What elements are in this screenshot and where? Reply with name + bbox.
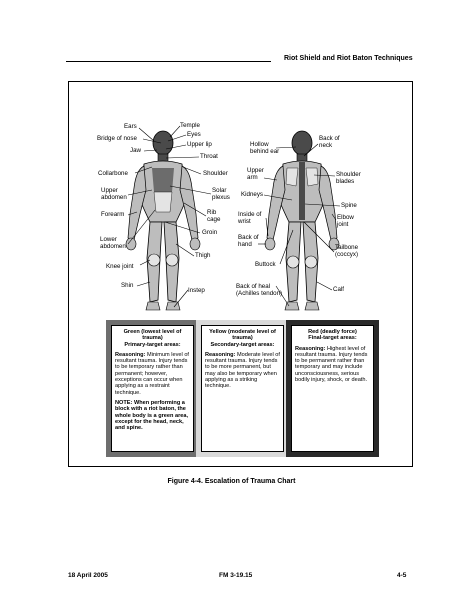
label-solar-plexus: Solar plexus bbox=[212, 187, 230, 201]
label-temple: Temple bbox=[180, 122, 200, 129]
red-box-heading: Red (deadly force) Final-target areas: bbox=[308, 329, 357, 342]
yellow-box bbox=[196, 320, 289, 457]
yellow-box-reasoning-text: Moderate level of resultant trauma. Injury tends to be more permanent, but may also be temporary when applying as a striking technique. bbox=[205, 351, 280, 390]
footer-page-number: 4-5 bbox=[397, 572, 407, 579]
label-back-of-neck: Back of neck bbox=[319, 135, 340, 149]
footer-doc-id: FM 3-19.15 bbox=[219, 572, 253, 579]
red-box bbox=[286, 320, 379, 457]
label-kidneys: Kidneys bbox=[241, 191, 264, 198]
label-collarbone: Collarbone bbox=[98, 170, 128, 177]
front-figure bbox=[126, 131, 200, 310]
green-box-note: NOTE: When performing a block with a riot baton, the whole body is a green area, except for the head, neck, and spine. bbox=[115, 399, 189, 432]
label-shoulder-blades: Shoulder blades bbox=[336, 171, 361, 185]
green-box bbox=[106, 320, 199, 457]
label-upper-arm: Upper arm bbox=[247, 167, 264, 181]
red-box-reasoning-text: Highest level of resultant trauma. Injury tends to be permanent rather than temporary and may include unconsciousness, serious bodily injury, shock, or death. bbox=[295, 345, 368, 384]
label-rib-cage: Rib cage bbox=[207, 209, 221, 223]
yellow-box-reasoning-label: Reasoning: bbox=[205, 351, 236, 358]
label-groin: Groin bbox=[202, 229, 218, 236]
label-upper-lip: Upper lip bbox=[187, 141, 212, 148]
label-lower-abdomen: Lower abdomen bbox=[100, 236, 126, 250]
label-spine: Spine bbox=[341, 202, 357, 209]
header-title: Riot Shield and Riot Baton Techniques bbox=[284, 55, 413, 62]
label-buttock: Buttock bbox=[255, 261, 276, 268]
label-elbow-joint: Elbow joint bbox=[337, 214, 354, 228]
label-forearm: Forearm bbox=[101, 211, 125, 218]
label-hollow-behind-ear: Hollow behind ear bbox=[250, 141, 280, 155]
label-back-of-heal: Back of heal (Achilles tendon) bbox=[236, 283, 283, 297]
label-eyes: Eyes bbox=[187, 131, 201, 138]
label-knee-joint: Knee joint bbox=[106, 263, 134, 270]
label-instep: Instep bbox=[188, 287, 205, 294]
label-throat: Throat bbox=[200, 153, 218, 160]
label-inside-of-wrist: Inside of wrist bbox=[238, 211, 262, 225]
label-ears: Ears bbox=[124, 123, 137, 130]
figure-caption: Figure 4-4. Escalation of Trauma Chart bbox=[167, 478, 296, 485]
label-back-of-hand: Back of hand bbox=[238, 234, 259, 248]
label-calf: Calf bbox=[333, 286, 345, 293]
label-shoulder-front: Shoulder bbox=[203, 170, 228, 177]
label-thigh: Thigh bbox=[195, 252, 211, 259]
footer-date: 18 April 2005 bbox=[68, 572, 108, 579]
green-box-reasoning-label: Reasoning: bbox=[115, 351, 146, 358]
green-box-heading: Green (lowest level of trauma) Primary-target areas: bbox=[123, 329, 182, 348]
label-shin: Shin bbox=[121, 282, 134, 289]
green-box-reasoning-text: Minimum level of resultant trauma. Injury tends to be temporary rather than permanent; however, exceptions can occur when applying as a restraint technique. bbox=[115, 351, 189, 396]
label-jaw: Jaw bbox=[130, 147, 142, 154]
label-upper-abdomen: Upper abdomen bbox=[101, 187, 127, 201]
label-bridge-of-nose: Bridge of nose bbox=[97, 135, 137, 142]
label-tailbone: Tailbone (coccyx) bbox=[335, 244, 359, 258]
red-box-reasoning-label: Reasoning: bbox=[295, 345, 326, 352]
yellow-box-heading: Yellow (moderate level of trauma) Secondary-target areas: bbox=[209, 329, 276, 348]
